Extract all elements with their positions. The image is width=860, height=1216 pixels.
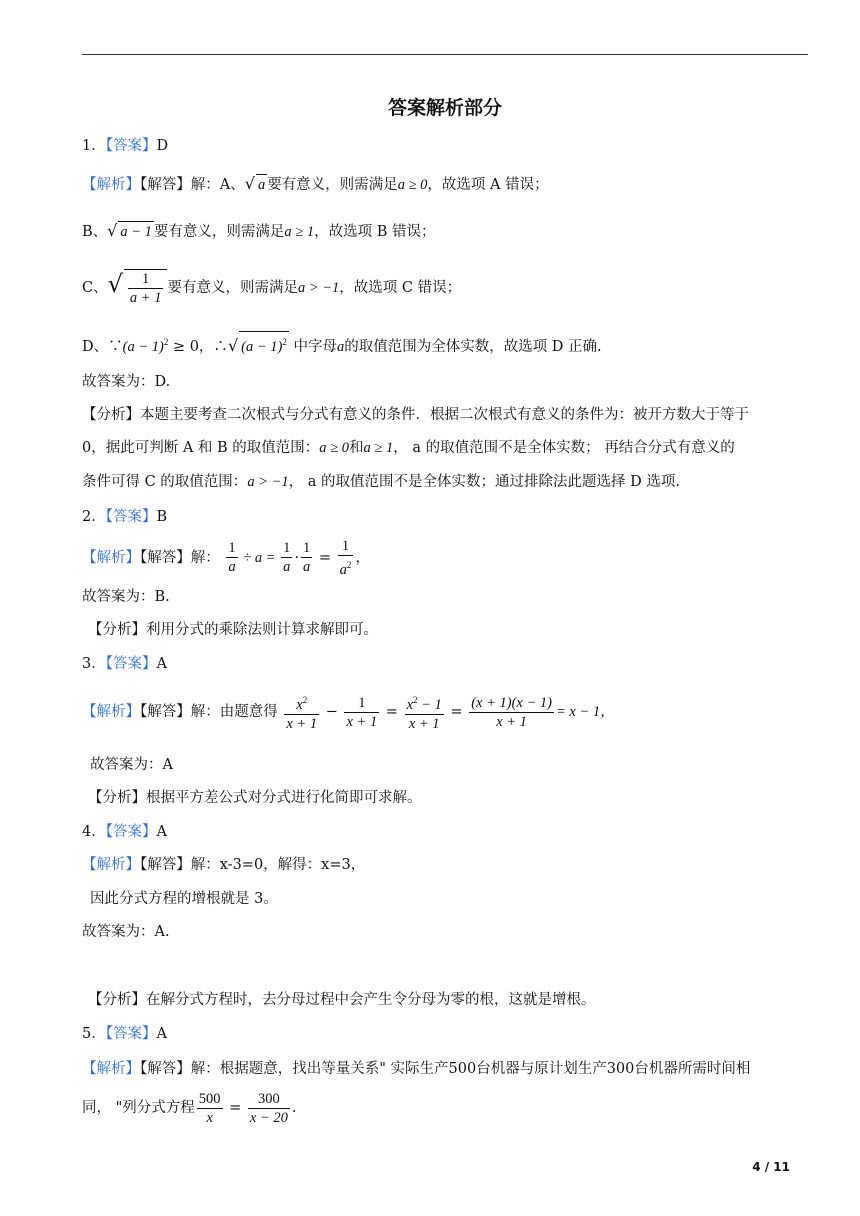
element: a ≥ 0 [319, 440, 350, 456]
element: 解：x-3=0，解得：x=3， [190, 857, 366, 873]
element: 根据平方差公式对分式进行化简即可求解。 [146, 790, 422, 806]
frac [197, 1090, 223, 1127]
text: 0，据此可判断 A 和 B 的取值范围： [82, 440, 320, 456]
page-number: 4 / 11 [752, 1160, 790, 1174]
text: ， a 的取值范围不是全体实数；通过排除法此题选择 D 选项. [288, 474, 680, 490]
element: x + 1 [408, 715, 440, 732]
element: 【解答】 [140, 549, 191, 566]
element: A [156, 824, 167, 840]
element: 【解析】 [82, 549, 140, 566]
frac [284, 691, 319, 733]
element: = x − 1， [555, 704, 615, 720]
num: $x^2$ [284, 691, 319, 715]
element: 2 [282, 337, 287, 347]
q1-analysis-line3 [82, 472, 680, 492]
q4-solution [82, 855, 365, 875]
num: 1 [128, 270, 164, 289]
sqrt-square: $(a - 1)^2$ [239, 331, 289, 357]
q1-answer-line [82, 136, 168, 156]
q1-analysis-line1 [82, 405, 749, 425]
text: C、 [82, 280, 108, 296]
num: (x + 1)(x − 1) [471, 694, 552, 711]
jieda-tag: 【解答】 [140, 177, 191, 193]
element: 【答案】 [105, 509, 157, 525]
q2-answer-line [82, 507, 167, 527]
element: a [336, 338, 345, 355]
element: x + 1 [286, 715, 318, 732]
text: ，故选项 C 错误； [339, 280, 462, 296]
element: 在解分式方程时，去分母过程中会产生令分母为零的根，这就是增根。 [146, 992, 596, 1008]
element: 利用分式的乘除法则计算求解即可。 [146, 622, 378, 638]
element: 【答案】 [105, 656, 157, 672]
answer-tag: 【答案】 [105, 138, 157, 154]
element: 4． [82, 824, 106, 840]
frac [281, 539, 292, 576]
q2-solution: 【解析】【解答】解： $\frac{1}{a}$ ÷ a = $\frac{1}{a}$ · $\frac{1}{a}$ = $\frac{1}{a^2}$ ， [82, 538, 370, 578]
element: 【答案】 [105, 824, 157, 840]
element: a [283, 559, 291, 576]
frac [248, 1090, 290, 1127]
element: B [156, 509, 168, 525]
text: 本题主要考查二次根式与分式有意义的条件．根据二次根式有意义的条件为：被开方数大于等于 [140, 407, 749, 423]
q1-number: 1． [82, 138, 106, 154]
q5-solution [82, 1059, 750, 1079]
q1-solution-line1 [82, 174, 549, 195]
q1-solution-line2 [82, 221, 436, 242]
element: x + 1 [496, 713, 527, 730]
header-rule [82, 54, 808, 55]
text: ≥ 0，∴ [168, 338, 228, 355]
element: x [206, 1109, 213, 1126]
jiexi-tag: 【解析】 [82, 177, 140, 193]
q3-answer-line [82, 654, 167, 674]
frac [301, 539, 312, 576]
num: 1 [302, 540, 311, 557]
element: 2 [413, 695, 418, 706]
element: 3． [82, 656, 106, 672]
element: 2 [163, 337, 169, 347]
q5-line2: 同， "列分式方程 $\frac{500}{x}$ = $\frac{300}{x - 20}$ . [82, 1090, 297, 1126]
text: ，故选项 B 错误； [314, 224, 436, 240]
text: 条件可得 C 的取值范围： [82, 474, 248, 490]
frac [344, 694, 379, 731]
q1-answer: D [156, 138, 169, 154]
q4-conclusion: 故答案为：A. [82, 924, 170, 940]
element: a [228, 559, 236, 576]
text: 的取值范围为全体实数，故选项 D 正确. [344, 338, 602, 355]
q1-conclusion: 故答案为：D. [82, 374, 171, 390]
q1-solution-line3 [82, 266, 461, 307]
element: a [302, 559, 311, 576]
text: B、 [82, 224, 108, 240]
num: 1 [283, 540, 291, 557]
num: 300 [248, 1090, 290, 1109]
element: 同， "列分式方程 [82, 1100, 195, 1116]
text: 要有意义，则需满足 [153, 224, 285, 240]
element: (a − 1) [122, 338, 164, 355]
num: 500 [198, 1090, 221, 1107]
element: 【解答】 [140, 857, 191, 873]
element: 【解析】 [82, 704, 140, 720]
num: $x^2 - 1$ [405, 691, 444, 715]
element: $a^2$ [339, 560, 352, 578]
element: 【分析】 [88, 622, 146, 638]
text: ，故选项 A 错误； [427, 177, 549, 193]
num: 1 [228, 540, 236, 557]
element: 解： [190, 549, 220, 566]
num: 1 [344, 694, 379, 713]
sqrt-symbol: √ [107, 270, 123, 298]
q5-answer-line [82, 1024, 167, 1044]
text: 要有意义，则需满足 [167, 280, 298, 296]
element: x + 1 [346, 713, 378, 730]
q1-solution-line4 [82, 331, 602, 357]
element: 【解答】 [140, 1061, 191, 1077]
frac [128, 270, 164, 307]
frac [405, 691, 444, 733]
element: x − 20 [249, 1109, 288, 1126]
element: 2 [302, 695, 308, 706]
sqrt-fraction [124, 269, 168, 307]
q4-analysis [88, 990, 596, 1010]
text: 和 [349, 440, 364, 456]
num: 1 [338, 537, 354, 556]
text: 要有意义，则需满足 [267, 177, 398, 193]
element: 【分析】 [88, 790, 146, 806]
element: 【解答】 [140, 704, 191, 720]
element: 解：由题意得 [190, 704, 278, 720]
q3-conclusion: 故答案为：A [90, 757, 173, 773]
text: ， a 的取值范围不是全体实数； 再结合分式有意义的 [393, 440, 735, 456]
element: a + 1 [129, 290, 162, 306]
element: ÷ a = [239, 549, 280, 566]
element: 5． [82, 1026, 106, 1042]
element: A [156, 1026, 167, 1042]
q1-analysis-line2 [82, 438, 735, 458]
fenxi-tag: 【分析】 [82, 407, 140, 423]
q3-analysis [88, 788, 422, 808]
element: 2． [82, 509, 106, 525]
frac [469, 694, 554, 731]
sqrt-symbol: √ [227, 335, 239, 355]
q3-solution: 【解析】【解答】解：由题意得 $\frac{x^2}{x + 1}$ − $\frac{1}{x + 1}$ = $\frac{x^2 - 1}{x + 1}$ = $\frac{(x + 1)(x - 1)}{x + 1}$ = x − 1， [82, 690, 615, 734]
page-title: 答案解析部分 [387, 97, 502, 119]
q2-analysis [88, 620, 378, 640]
sqrt-a: a [256, 174, 267, 195]
frac [338, 537, 354, 579]
q4-answer-line [82, 822, 167, 842]
sqrt-symbol: √ [107, 221, 118, 240]
element: a ≥ 1 [363, 440, 394, 456]
frac [226, 539, 237, 576]
element: 【分析】 [88, 992, 146, 1008]
element: 【解析】 [82, 857, 140, 873]
element: A [156, 656, 167, 672]
q4-line2: 因此分式方程的增根就是 3。 [90, 891, 278, 907]
condition: a > −1 [297, 280, 340, 296]
text: 中字母 [293, 338, 337, 355]
q2-conclusion: 故答案为：B. [82, 589, 170, 605]
element: 解：根据题意，找出等量关系" 实际生产500台机器与原计划生产300台机器所需时间相 [190, 1061, 751, 1077]
element: 【答案】 [105, 1026, 157, 1042]
element: 【解析】 [82, 1061, 140, 1077]
condition: a ≥ 1 [284, 224, 315, 240]
condition: a ≥ 0 [397, 177, 428, 193]
sqrt-symbol: √ [244, 174, 255, 193]
element: a > −1 [247, 474, 289, 490]
text: 解：A、 [190, 177, 245, 193]
element: 2 [346, 560, 352, 570]
sqrt-a-minus-1: a − 1 [118, 221, 154, 242]
text: D、∵ [82, 338, 123, 355]
element: . [291, 1100, 297, 1116]
